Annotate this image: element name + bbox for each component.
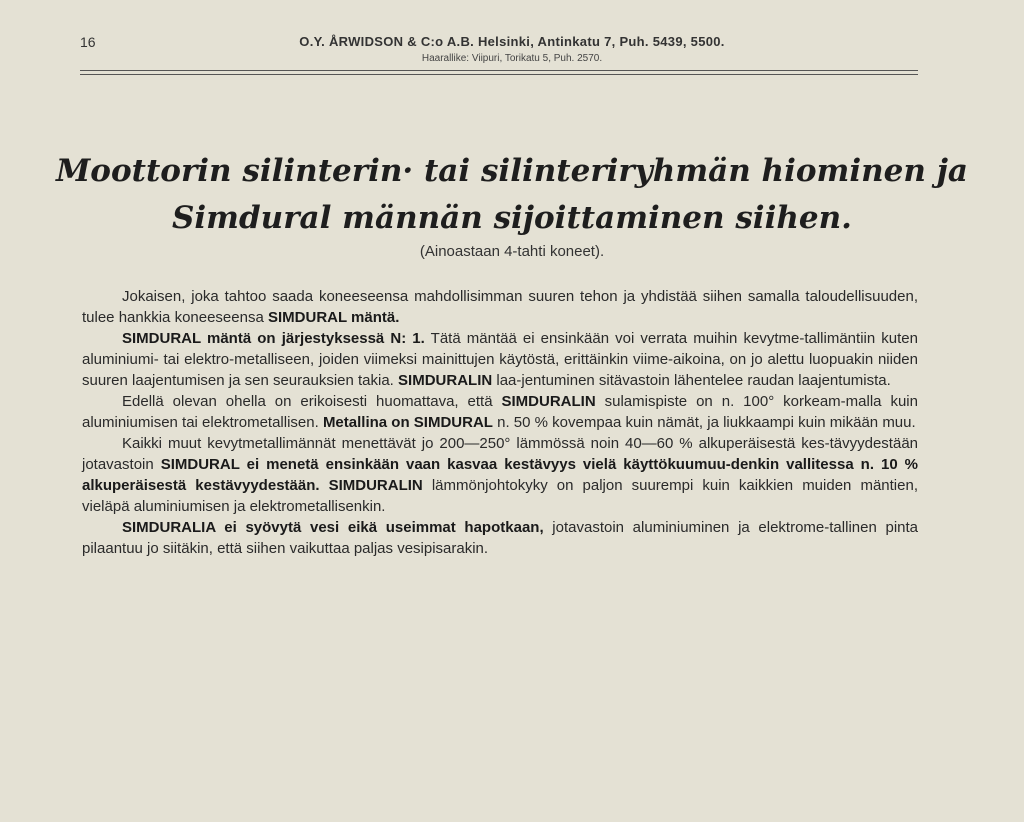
paragraph-3-text: Edellä olevan ohella on erikoisesti huomattava, että [122, 393, 502, 410]
paragraph-3 [82, 391, 918, 433]
paragraph-5-emphasis: SIMDURALIA ei syövytä vesi eikä useimmat hapotkaan, [122, 519, 544, 536]
title-line-2: Simdural männän sijoittaminen siihen. [172, 200, 852, 236]
paragraph-5-text: jotavastoin aluminiuminen ja elektrome-tallinen pinta pilaantuu jo siitäkin, että siihen vaikuttaa paljas vesipisarakin. [82, 519, 919, 557]
paragraph-3-text-3: n. 50 % kovempaa kuin nämät, ja liukkaampi kuin mikään muu. [492, 414, 916, 431]
paragraph-4-emphasis: SIMDURAL ei menetä ensinkään vaan kasvaa kestävyys vielä käyttökuumuu-denkin vallitessa n. 10 % alkuperäisestä kestävyydestään. SIMDURALIN [82, 456, 918, 494]
paragraph-3-emphasis-2: Metallina on SIMDURAL [322, 414, 493, 431]
paragraph-2-emphasis: SIMDURAL mäntä on järjestyksessä N: 1. [122, 330, 425, 347]
paragraph-1-emphasis: SIMDURAL mäntä. [267, 309, 400, 326]
header-double-rule [80, 70, 918, 75]
paragraph-2-emphasis-2: SIMDURALIN [398, 372, 493, 389]
paragraph-3-emphasis: SIMDURALIN [501, 393, 596, 410]
paragraph-2-text-2: laa-jentuminen sitävastoin lähentelee raudan laajentumista. [492, 372, 891, 389]
paragraph-2 [82, 328, 918, 391]
paragraph-5 [82, 517, 918, 559]
title-line-1: Moottorin silinterin· tai silinteriryhmän hiominen ja [55, 153, 969, 189]
paragraph-4-text: Kaikki muut kevytmetallimännät menettävät jo 200—250° lämmössä noin 40—60 % alkuperäisestä kes-tävyydestään jotavastoin [82, 435, 918, 473]
paragraph-3-text-2: sulamispiste on n. 100° korkeam-malla kuin aluminiumisen tai elektrometallisen. [82, 393, 918, 431]
paragraph-2-text: Tätä mäntää ei ensinkään voi verrata muihin kevytme-tallimäntiin kuten aluminiumi- tai elektro-metalliseen, joiden viimeksi mainittujen käytöstä, erittäinkin viime-aikoina, on jo alettu luopuakin niiden suuren laajentumisen ja sen seurauksien takia. [82, 330, 918, 389]
page-number: 16 [80, 34, 96, 50]
company-header: O.Y. ÅRWIDSON & C:o A.B. Helsinki, Antinkatu 7, Puh. 5439, 5500. [299, 34, 725, 49]
article-title [0, 148, 1024, 242]
branch-address: Haarallike: Viipuri, Torikatu 5, Puh. 2570. [421, 53, 603, 64]
paragraph-1 [82, 286, 918, 328]
paragraph-4-text-2: lämmönjohtokyky on paljon suurempi kuin kaikkien muiden mäntien, vieläpä aluminiumisen ja elektrometallisenkin. [82, 477, 918, 515]
article-subtitle: (Ainoastaan 4-tahti koneet). [419, 243, 605, 260]
article-body [82, 286, 918, 559]
paragraph-1-text: Jokaisen, joka tahtoo saada koneeseensa mahdollisimman suuren tehon ja yhdistää siihen samalla taloudellisuuden, tulee hankkia koneeseensa [82, 288, 918, 326]
paragraph-4 [82, 433, 918, 517]
